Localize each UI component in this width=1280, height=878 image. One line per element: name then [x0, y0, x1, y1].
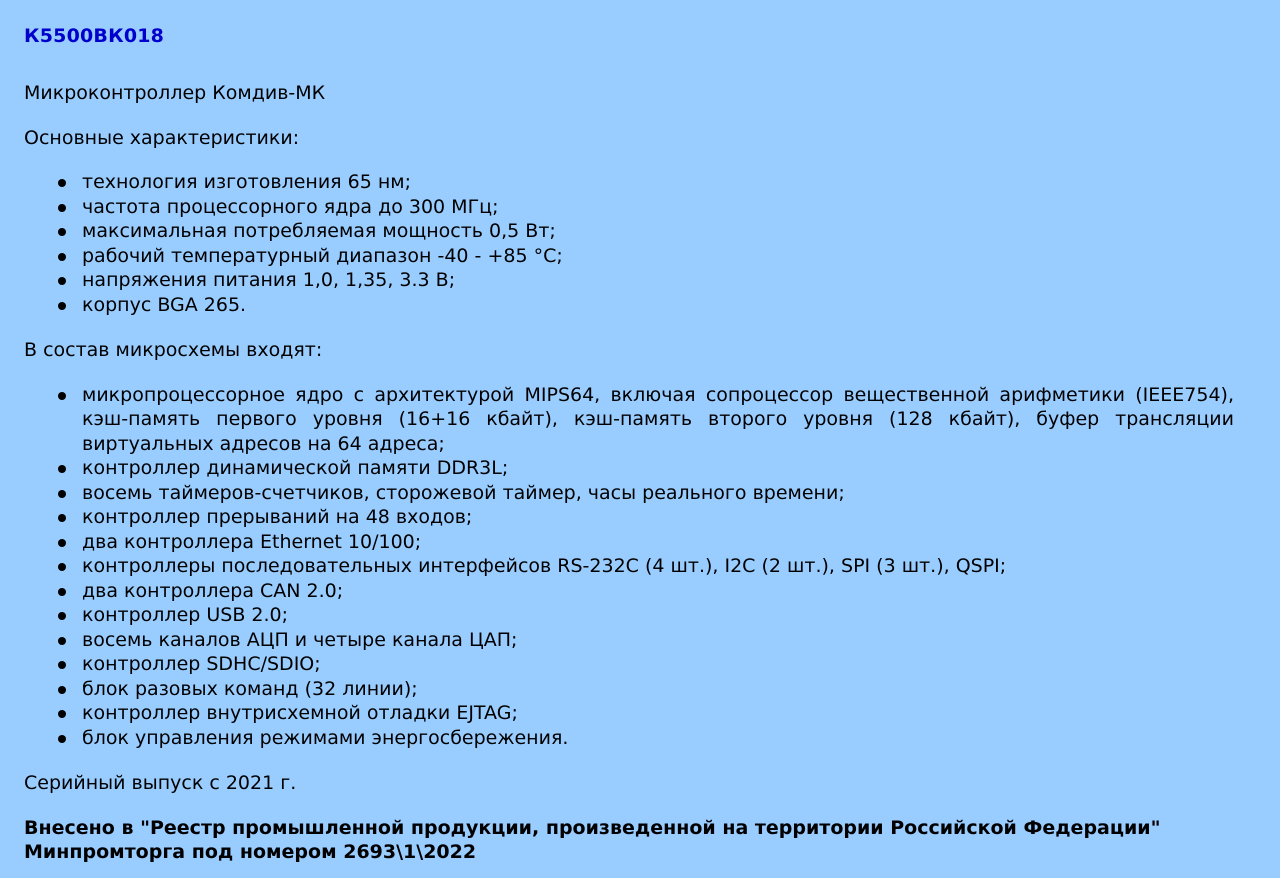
- list-item: контроллер USB 2.0;: [82, 603, 1234, 628]
- list-item: восемь каналов АЦП и четыре канала ЦАП;: [82, 628, 1234, 653]
- list-item: блок управления режимами энергосбережения.: [82, 726, 1234, 751]
- list-item: контроллеры последовательных интерфейсов RS-232C (4 шт.), I2C (2 шт.), SPI (3 шт.), QSPI;: [82, 554, 1234, 579]
- product-subtitle: Микроконтроллер Комдив-МК: [24, 82, 326, 104]
- list-item: напряжения питания 1,0, 1,35, 3.3 В;: [82, 268, 1234, 293]
- registry-note-line: Минпромторга под номером 2693\1\2022: [24, 841, 477, 863]
- registry-note-line: Внесено в "Реестр промышленной продукции, произведенной на территории Российской Федерации": [24, 816, 1161, 839]
- registry-note: [24, 816, 1234, 865]
- list-item: контроллер прерываний на 48 входов;: [82, 505, 1234, 530]
- product-title: К5500ВК018: [24, 25, 165, 47]
- list-item: два контроллера Ethernet 10/100;: [82, 530, 1234, 555]
- list-item: блок разовых команд (32 линии);: [82, 677, 1234, 702]
- composition-heading: В состав микросхемы входят:: [24, 339, 323, 361]
- list-item: контроллер SDHC/SDIO;: [82, 652, 1234, 677]
- list-item: восемь таймеров-счетчиков, сторожевой таймер, часы реального времени;: [82, 481, 1234, 506]
- composition-list: [24, 383, 1234, 751]
- list-item: максимальная потребляемая мощность 0,5 Вт;: [82, 219, 1234, 244]
- list-item: корпус BGA 265.: [82, 293, 1234, 318]
- characteristics-heading: Основные характеристики:: [24, 126, 300, 149]
- serial-production-note: Серийный выпуск с 2021 г.: [24, 772, 297, 794]
- list-item: контроллер внутрисхемной отладки EJTAG;: [82, 701, 1234, 726]
- list-item: два контроллера CAN 2.0;: [82, 579, 1234, 604]
- list-item: микропроцессорное ядро с архитектурой MIPS64, включая сопроцессор вещественной арифметики (IEEE754), кэш-память первого уровня (16+16 кбайт), кэш-память второго уровня (128 кбайт), буфер трансляции виртуальных адресов на 64 адреса;: [82, 383, 1234, 455]
- list-item: контроллер динамической памяти DDR3L;: [82, 456, 1234, 481]
- list-item: технология изготовления 65 нм;: [82, 170, 1234, 195]
- list-item: рабочий температурный диапазон -40 - +85 °C;: [82, 244, 1234, 269]
- characteristics-list: [24, 170, 1234, 317]
- list-item: частота процессорного ядра до 300 МГц;: [82, 195, 1234, 220]
